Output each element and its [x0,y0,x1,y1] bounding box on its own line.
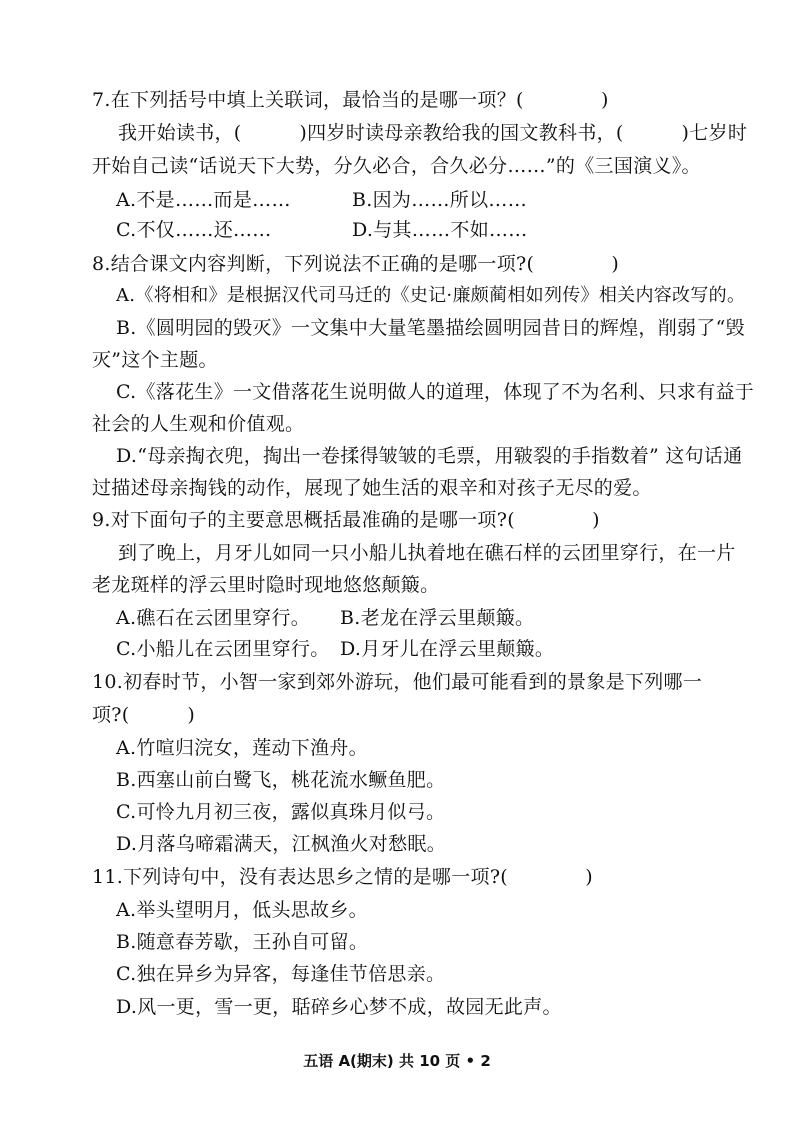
question-8-option-c-line-1: C.《落花生》一文借落花生说明做人的道理，体现了不为名利、只求有益于 [116,381,755,403]
question-9-option-c: C.小船儿在云团里穿行。 [116,638,330,660]
question-11-option-b: B.随意春芳歇，王孙自可留。 [116,931,369,953]
question-8-option-d-line-2: 过描述母亲掏钱的动作，展现了她生活的艰辛和对孩子无尽的爱。 [92,477,652,499]
question-8-option-c-line-2: 社会的人生观和价值观。 [92,413,305,435]
question-8-option-b-line-2: 灭”这个主题。 [92,349,218,371]
question-11-stem: 11.下列诗句中，没有表达思乡之情的是哪一项?( ) [92,866,593,888]
question-10-option-b: B.西塞山前白鹭飞，桃花流水鳜鱼肥。 [116,769,446,791]
question-7-passage-line-1: 我开始读书，( )四岁时读母亲教给我的国文教科书，( )七岁时 [118,122,748,144]
question-8-option-d-line-1: D.“母亲掏衣兜，掏出一卷揉得皱皱的毛票，用皲裂的手指数着” 这句话通 [116,445,743,467]
question-8-stem: 8.结合课文内容判断，下列说法不正确的是哪一项?( ) [92,253,620,275]
question-8-option-b-line-1: B.《圆明园的毁灭》一文集中大量笔墨描绘圆明园昔日的辉煌，削弱了“毁 [116,317,745,339]
question-9-stem: 9.对下面句子的主要意思概括最准确的是哪一项?( ) [92,509,600,531]
question-8-option-a: A.《将相和》是根据汉代司马迁的《史记·廉颇蔺相如列传》相关内容改写的。 [116,285,746,306]
question-10-stem-line-2: 项?( ) [92,704,196,726]
question-9-option-a: A.礁石在云团里穿行。 [116,607,311,629]
question-9-passage-line-1: 到了晚上，月牙儿如同一只小船儿执着地在礁石样的云团里穿行，在一片 [118,542,736,564]
question-7-stem: 7.在下列括号中填上关联词，最恰当的是哪一项？( ) [92,89,609,111]
question-11-option-c: C.独在异乡为异客，每逢佳节倍思亲。 [116,963,446,985]
question-10-option-c: C.可怜九月初三夜，露似真珠月似弓。 [116,801,446,823]
question-9-passage-line-2: 老龙斑样的浮云里时隐时现地悠悠颠簸。 [92,574,440,596]
question-10-stem-line-1: 10.初春时节，小智一家到郊外游玩，他们最可能看到的景象是下列哪一 [92,671,703,693]
question-7-option-c: C.不仅……还…… [116,219,272,241]
question-11-option-a: A.举头望明月，低头思故乡。 [116,899,368,921]
question-9-option-b: B.老龙在浮云里颠簸。 [340,607,535,629]
question-9-option-d: D.月牙儿在浮云里颠簸。 [340,638,555,660]
question-10-option-d: D.月落乌啼霜满天，江枫渔火对愁眠。 [116,833,446,855]
question-7-option-d: D.与其……不如…… [352,219,528,241]
page-footer: 五语 A(期末) 共 10 页 • 2 [303,1052,491,1070]
question-11-option-d: D.风一更，雪一更，聒碎乡心梦不成，故园无此声。 [116,996,562,1018]
question-10-option-a: A.竹喧归浣女，莲动下渔舟。 [116,737,368,759]
question-7-option-b: B.因为……所以…… [352,189,528,211]
question-7-option-a: A.不是……而是…… [116,189,291,211]
question-7-passage-line-2: 开始自己读“话说天下大势，分久必合，合久必分……”的《三国演义》。 [92,155,701,177]
